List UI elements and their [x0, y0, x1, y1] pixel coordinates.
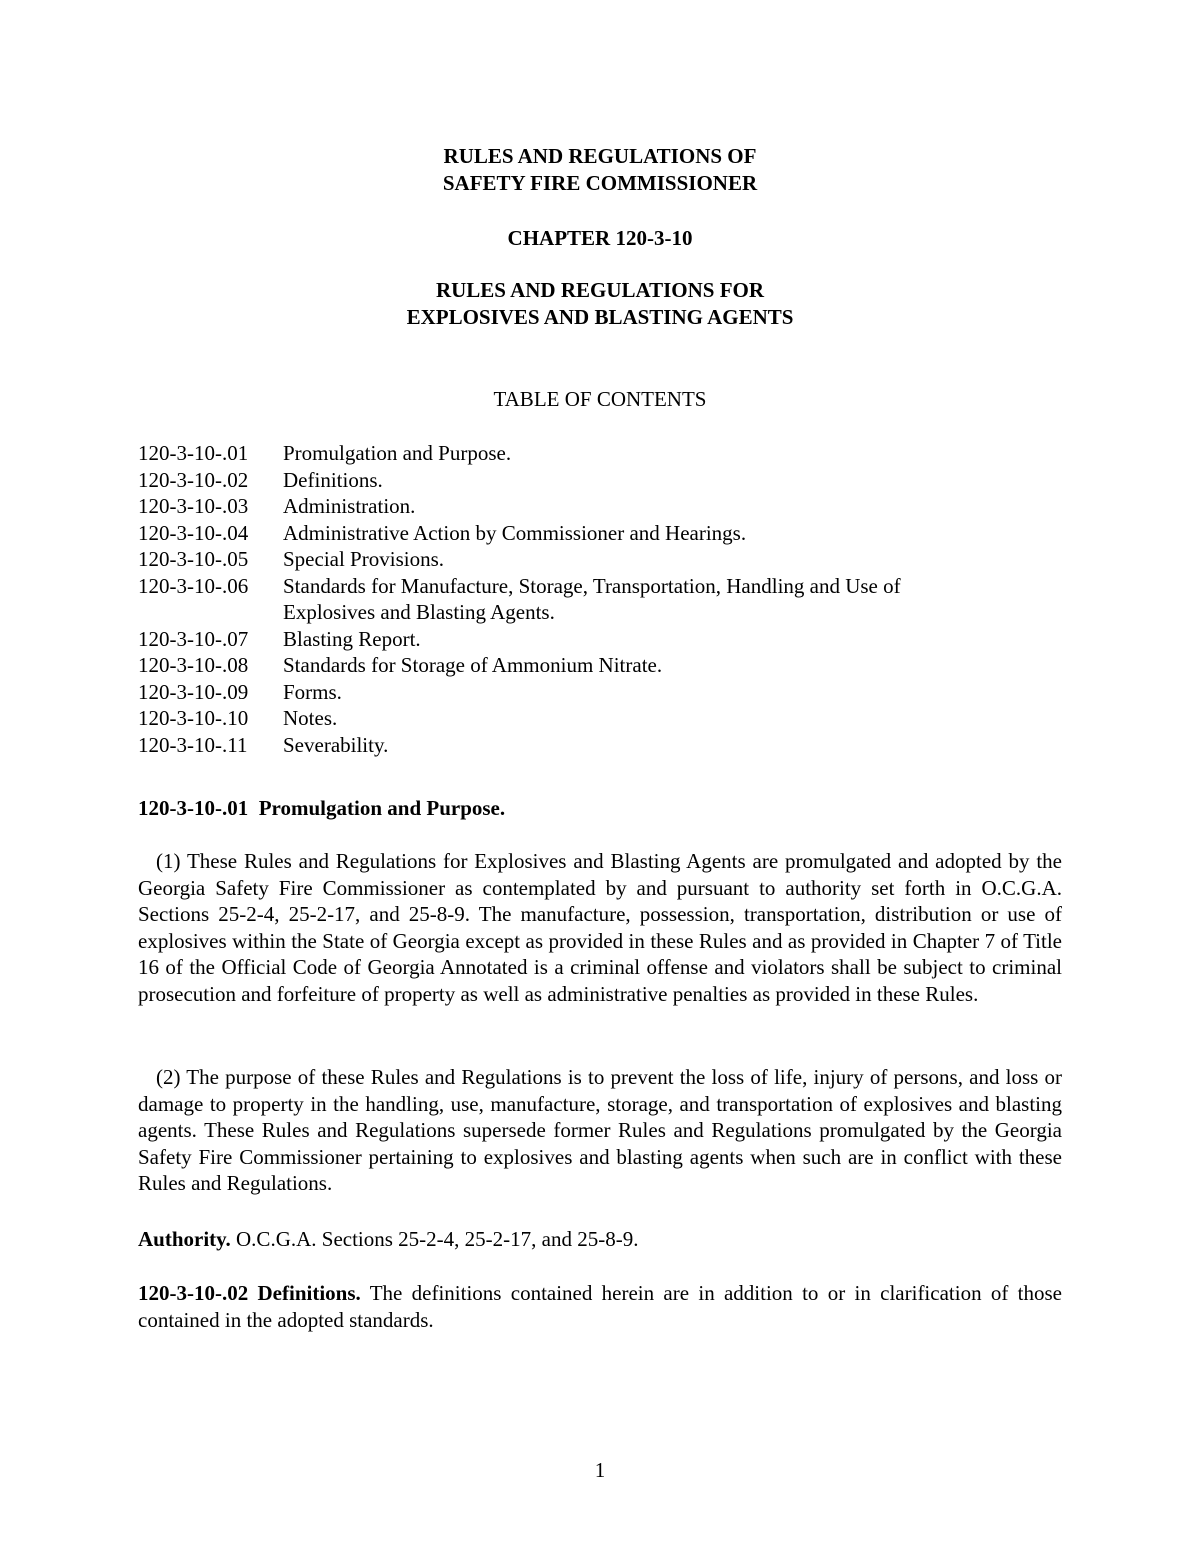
toc-item-title: Special Provisions.	[283, 547, 444, 571]
toc-item-title: Promulgation and Purpose.	[283, 441, 512, 465]
toc-item	[138, 546, 1062, 573]
toc-heading: TABLE OF CONTENTS	[493, 387, 707, 411]
section-1-paragraph-2: (2) The purpose of these Rules and Regulations is to prevent the loss of life, injury of persons, and loss or damage to property in the handling, use, manufacture, storage, and transportation of explosives and blasting agents. These Rules and Regulations supersede former Rules and Regulations promulgated by the Georgia Safety Fire Commissioner pertaining to explosives and blasting agents when such are in conflict with these Rules and Regulations.	[138, 1065, 1062, 1195]
toc-item-number: 120-3-10-.06	[138, 573, 249, 598]
page-number: 1	[594, 1458, 606, 1482]
toc-item	[138, 520, 1062, 547]
authority-citation	[138, 1226, 1062, 1253]
section-1-heading: 120-3-10-.01 Promulgation and Purpose.	[138, 796, 506, 820]
toc-item	[138, 626, 1062, 653]
section-1-paragraph-1: (1) These Rules and Regulations for Explosives and Blasting Agents are promulgated and adopted by the Georgia Safety Fire Commissioner as contemplated by and pursuant to authority set forth in O.C.G.A. Sections 25-2-4, 25-2-17, and 25-8-9. The manufacture, possession, transportation, distribution or use of explosives within the State of Georgia except as provided in these Rules and as provided in Chapter 7 of Title 16 of the Official Code of Georgia Annotated is a criminal offense and violators shall be subject to criminal prosecution and forfeiture of property as well as administrative penalties as provided in these Rules.	[138, 849, 1062, 1006]
section-2-heading: 120-3-10-.02 Definitions.	[138, 1281, 361, 1305]
toc-item-title: Administration.	[283, 494, 416, 518]
section-2-text: The definitions contained herein are in addition to or in clarification of those contained in the adopted standards.	[138, 1281, 1062, 1332]
subtitle-line-1: RULES AND REGULATIONS FOR	[435, 278, 765, 302]
table-of-contents	[138, 440, 1062, 758]
toc-item-number: 120-3-10-.05	[138, 547, 249, 571]
toc-item	[138, 679, 1062, 706]
toc-item-title: Administrative Action by Commissioner and Hearings.	[283, 520, 747, 545]
toc-item	[138, 440, 1062, 467]
toc-item	[138, 573, 1062, 626]
toc-item-title: Definitions.	[283, 467, 383, 492]
toc-item-number: 120-3-10-.01	[138, 441, 249, 465]
toc-item-number: 120-3-10-.02	[138, 467, 249, 492]
toc-item-number: 120-3-10-.09	[138, 679, 249, 704]
toc-item-title: Notes.	[283, 706, 338, 730]
chapter-heading: CHAPTER 120-3-10	[507, 226, 693, 250]
toc-item-number: 120-3-10-.11	[138, 732, 248, 757]
toc-item	[138, 652, 1062, 679]
toc-item-number: 120-3-10-.04	[138, 520, 249, 545]
document-subtitle	[138, 277, 1062, 331]
toc-item-title: Standards for Storage of Ammonium Nitrate.	[283, 653, 663, 677]
toc-item	[138, 732, 1062, 759]
subtitle-line-2: EXPLOSIVES AND BLASTING AGENTS	[406, 305, 794, 329]
authority-text: O.C.G.A. Sections 25-2-4, 25-2-17, and 25-8-9.	[230, 1227, 639, 1251]
toc-item-number: 120-3-10-.03	[138, 494, 249, 518]
toc-item	[138, 705, 1062, 732]
toc-item-title: Forms.	[283, 679, 342, 704]
document-title	[138, 143, 1062, 197]
toc-item-title: Blasting Report.	[283, 626, 421, 651]
toc-item	[138, 493, 1062, 520]
toc-item-number: 120-3-10-.07	[138, 626, 249, 651]
toc-item-number: 120-3-10-.08	[138, 653, 249, 677]
authority-label: Authority.	[138, 1227, 231, 1251]
section-2-paragraph	[138, 1280, 1062, 1333]
toc-item-title: Standards for Manufacture, Storage, Transportation, Handling and Use of Explosives and Blasting Agents.	[283, 573, 901, 624]
title-line-2: SAFETY FIRE COMMISSIONER	[442, 171, 758, 195]
toc-item	[138, 467, 1062, 494]
toc-item-title: Severability.	[283, 732, 389, 757]
title-line-1: RULES AND REGULATIONS OF	[443, 144, 757, 168]
toc-item-number: 120-3-10-.10	[138, 706, 249, 730]
